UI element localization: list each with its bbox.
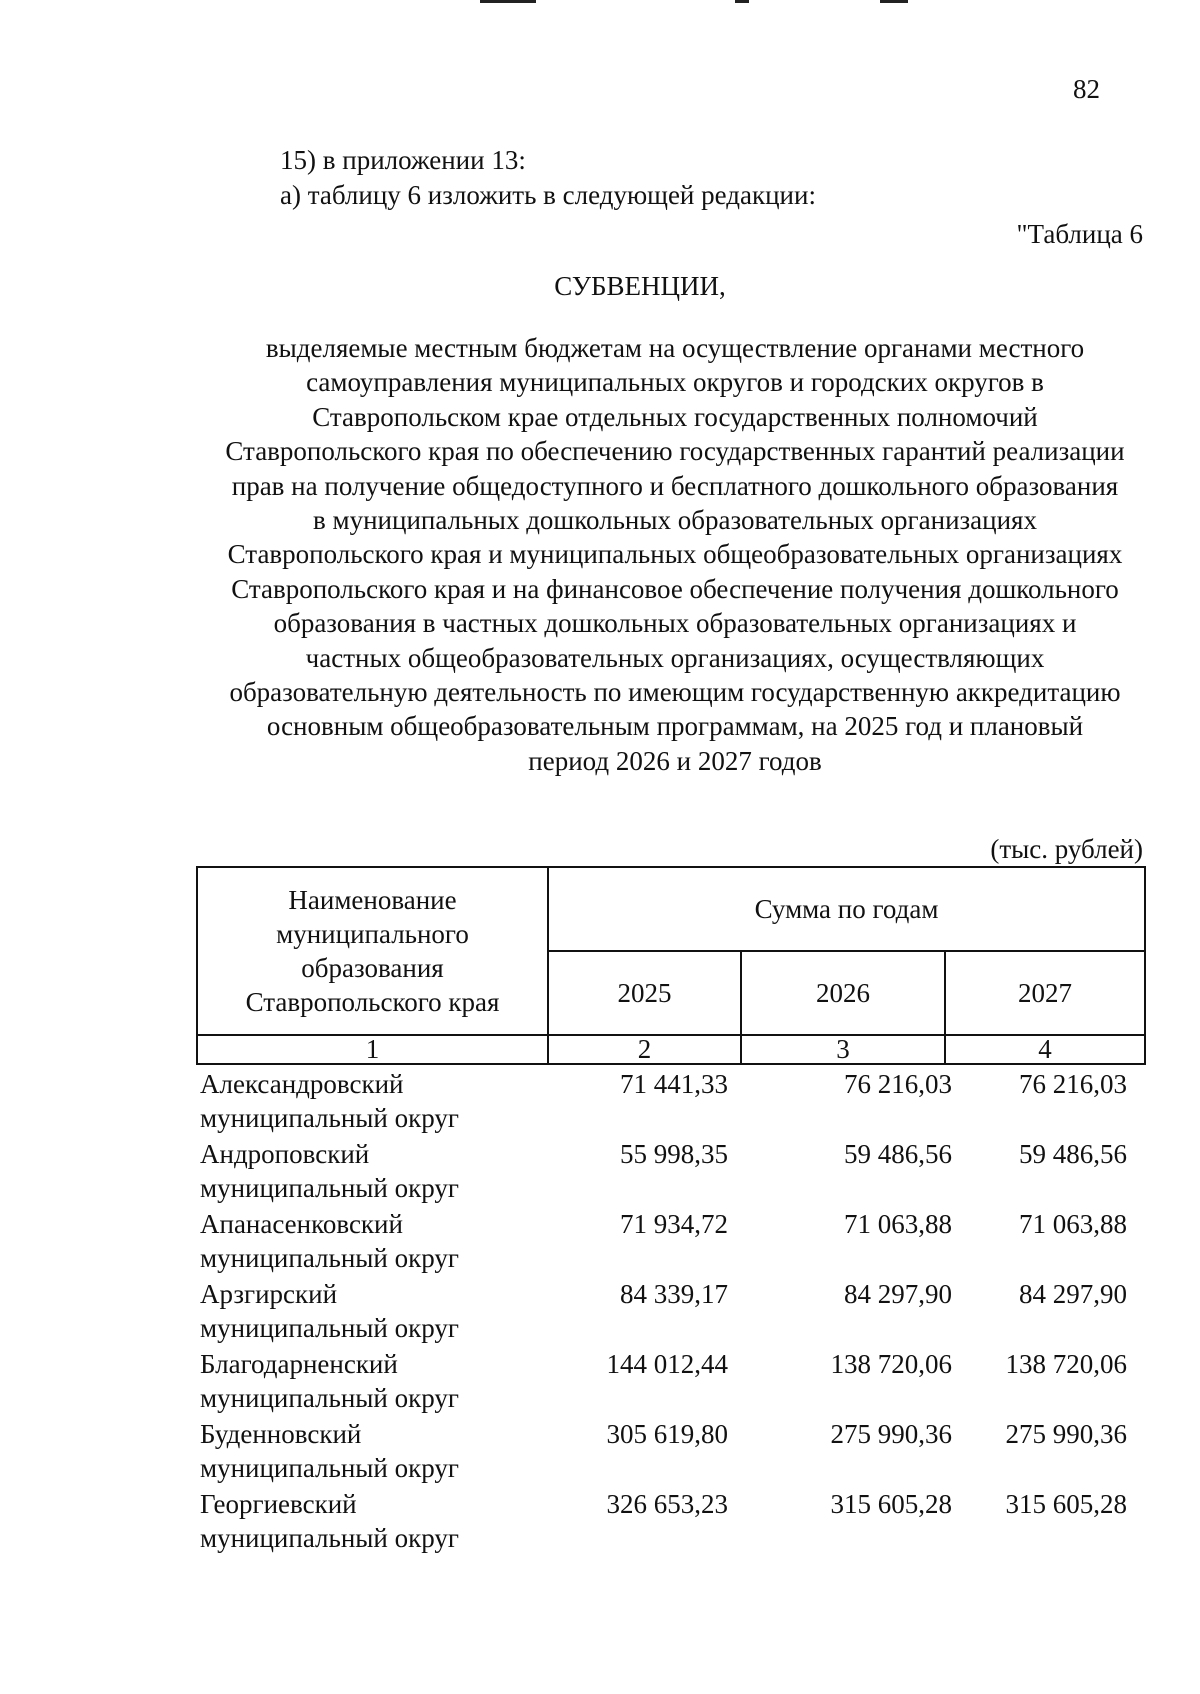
document-title: СУБВЕНЦИИ, (554, 271, 726, 301)
municipality-name-line: Благодарненский (200, 1349, 398, 1379)
column-number: 1 (197, 1035, 548, 1064)
value-text: 326 653,23 (606, 1489, 728, 1519)
scan-artifact-mark (480, 0, 536, 3)
subtitle-line: Ставропольского края и на финансовое обеспечение получения дошкольного (231, 573, 1119, 604)
header-name-line: Ставропольского края (245, 987, 500, 1017)
municipality-name (200, 1417, 540, 1485)
value-text: 84 297,90 (844, 1279, 952, 1309)
scan-artifact-mark (735, 0, 749, 3)
value-text: 84 339,17 (620, 1279, 728, 1309)
table-row (200, 1417, 1144, 1487)
column-number: 3 (741, 1035, 945, 1064)
municipality-name (200, 1067, 540, 1135)
table-row (200, 1277, 1144, 1347)
header-municipality-name (197, 867, 548, 1035)
table-row (200, 1487, 1144, 1557)
municipality-name-line: Арзгирский (200, 1279, 338, 1309)
subtitle-line: образовательную деятельность по имеющим государственную аккредитацию (229, 677, 1121, 708)
subtitle-line: частных общеобразовательных организациях, осуществляющих (305, 642, 1045, 673)
subtitle-line: выделяемые местным бюджетам на осуществление органами местного (265, 333, 1085, 363)
value-text: 138 720,06 (1005, 1349, 1127, 1379)
header-name-line: муниципального (276, 919, 469, 949)
municipality-name (200, 1137, 540, 1205)
value-text: 144 012,44 (606, 1349, 728, 1379)
municipality-name (200, 1347, 540, 1415)
subtitle-line: образования в частных дошкольных образовательных организациях и (273, 608, 1077, 639)
subtitle-line: Ставропольского края по обеспечению государственных гарантий реализации (225, 436, 1125, 467)
subsidy-table-header (196, 866, 1146, 1065)
header-sum-by-years: Сумма по годам (548, 867, 1145, 951)
municipality-name-line: муниципальный округ (200, 1173, 459, 1203)
municipality-name-line: Андроповский (200, 1139, 370, 1169)
column-number: 4 (945, 1035, 1145, 1064)
value-text: 59 486,56 (844, 1139, 952, 1169)
intro-line-2: а) таблицу 6 изложить в следующей редакции: (280, 180, 816, 210)
municipality-name-line: Буденновский (200, 1419, 362, 1449)
value-text: 76 216,03 (844, 1069, 952, 1099)
value-text: 71 063,88 (844, 1209, 952, 1239)
header-year-2027: 2027 (945, 951, 1145, 1035)
intro-line-1: 15) в приложении 13: (280, 145, 526, 175)
municipality-name-line: Апанасенковский (200, 1209, 403, 1239)
value-text: 59 486,56 (1019, 1139, 1127, 1169)
subtitle-line: Ставропольского края и муниципальных общеобразовательных организациях (227, 539, 1123, 570)
municipality-name (200, 1487, 540, 1555)
municipality-name-line: Александровский (200, 1069, 404, 1099)
units-label: (тыс. рублей) (990, 834, 1143, 864)
municipality-name (200, 1207, 540, 1275)
value-text: 71 934,72 (620, 1209, 728, 1239)
value-text: 305 619,80 (606, 1419, 728, 1449)
table-row (200, 1137, 1144, 1207)
header-year-2026: 2026 (741, 951, 945, 1035)
value-text: 275 990,36 (830, 1419, 952, 1449)
scan-artifact-mark (880, 0, 908, 3)
value-text: 71 441,33 (620, 1069, 728, 1099)
subtitle-line: период 2026 и 2027 годов (528, 745, 822, 776)
value-text: 138 720,06 (830, 1349, 952, 1379)
municipality-name-line: муниципальный округ (200, 1523, 459, 1553)
header-name-line: Наименование (288, 885, 457, 915)
column-number: 2 (548, 1035, 741, 1064)
subsidy-table-body (200, 1067, 1144, 1557)
value-text: 55 998,35 (620, 1139, 728, 1169)
table-row (200, 1067, 1144, 1137)
header-name-line: образования (301, 953, 444, 983)
subtitle-line: прав на получение общедоступного и бесплатного дошкольного образования (231, 470, 1119, 501)
subtitle-line: основным общеобразовательным программам, на 2025 год и плановый (266, 711, 1084, 742)
table-row (200, 1207, 1144, 1277)
subtitle-line: в муниципальных дошкольных образовательных организациях (313, 505, 1037, 536)
table-label: "Таблица 6 (1016, 219, 1143, 249)
value-text: 275 990,36 (1005, 1419, 1127, 1449)
municipality-name-line: муниципальный округ (200, 1243, 459, 1273)
value-text: 315 605,28 (830, 1489, 952, 1519)
municipality-name (200, 1277, 540, 1345)
document-subtitle (195, 331, 1155, 778)
subtitle-line: Ставропольском крае отдельных государственных полномочий (312, 401, 1038, 432)
table-row (200, 1347, 1144, 1417)
municipality-name-line: муниципальный округ (200, 1453, 459, 1483)
subtitle-line: самоуправления муниципальных округов и городских округов в (306, 367, 1044, 398)
municipality-name-line: муниципальный округ (200, 1383, 459, 1413)
page-number: 82 (1073, 74, 1100, 104)
value-text: 84 297,90 (1019, 1279, 1127, 1309)
header-year-2025: 2025 (548, 951, 741, 1035)
municipality-name-line: муниципальный округ (200, 1103, 459, 1133)
municipality-name-line: Георгиевский (200, 1489, 357, 1519)
value-text: 71 063,88 (1019, 1209, 1127, 1239)
value-text: 76 216,03 (1019, 1069, 1127, 1099)
municipality-name-line: муниципальный округ (200, 1313, 459, 1343)
value-text: 315 605,28 (1005, 1489, 1127, 1519)
